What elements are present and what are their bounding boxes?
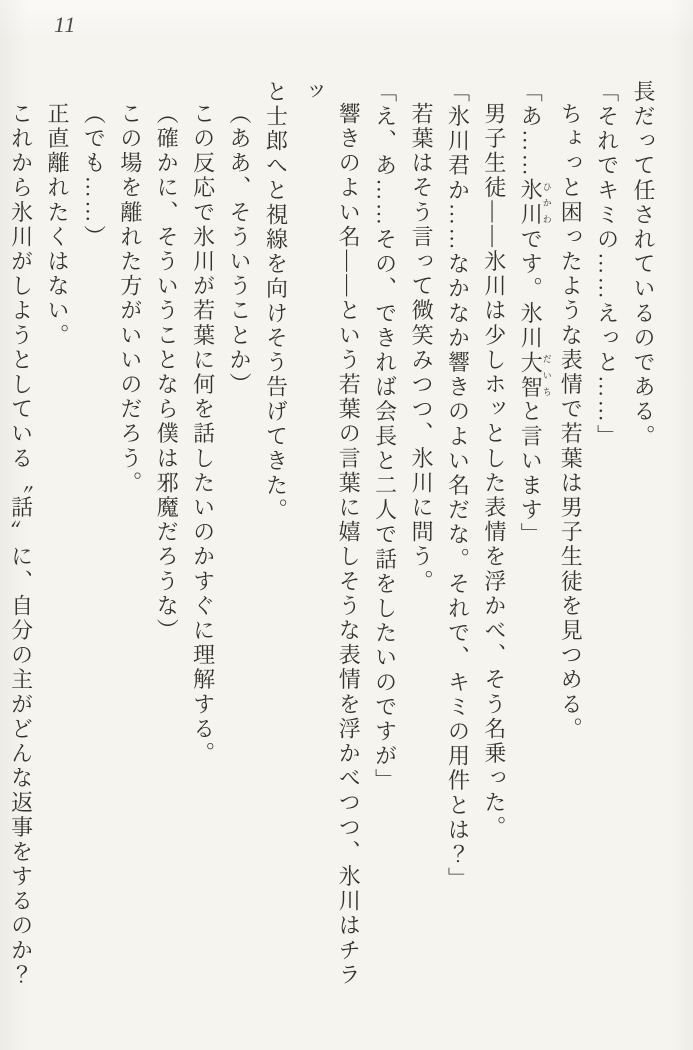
text-line: ちょっと困ったような表情で若葉は男子生徒を見つめる。 [558, 102, 584, 742]
text-line: 正直離れたくはない。 [45, 102, 70, 348]
text-line: と士郎へと視線を向けそう告げてきた。 [263, 80, 289, 523]
text-line: 男子生徒――氷川は少しホッとした表情を浮かべ、そう名乗った。 [481, 102, 507, 840]
text-line: この場を離れた方がいいのだろう。 [117, 102, 143, 496]
text-line: この反応で氷川が若葉に何を話したいのかすぐに理解する。 [190, 102, 216, 767]
text-line: （でも……） [81, 102, 107, 250]
text-line: 響きのよい名――という若葉の言葉に嬉しそうな表情を浮かべつつ、氷川はチラッ [299, 80, 362, 988]
furigana-term: 大智だいち [518, 350, 552, 400]
text-line: （確かに、そういうことなら僕は邪魔だろうな） [154, 102, 180, 644]
text-line: 「氷川君か……なかなか響きのよい名だな。それで、キミの用件とは？」 [445, 80, 471, 892]
text-line: 長だって任されているのである。 [631, 80, 656, 449]
page-number: 11 [54, 12, 77, 37]
text-line: （ああ、そういうことか） [227, 102, 253, 398]
text-line: 「それでキミの……えっと……」 [594, 80, 620, 449]
text-line: 若葉はそう言って微笑みつつ、氷川に問う。 [409, 102, 435, 594]
text-body [2, 80, 661, 1010]
furigana-term: 氷川ひかわ [518, 178, 552, 228]
text-line: これから氷川がしようとしている〝話〟に、自分の主がどんな返事をするのか？ [8, 102, 34, 988]
text-line: 「あ……氷川ひかわです。氷川大智だいちと言います」 [518, 80, 552, 548]
text-line: 「え、あ……その、できれば会長と二人で話をしたいのですが」 [372, 80, 398, 794]
